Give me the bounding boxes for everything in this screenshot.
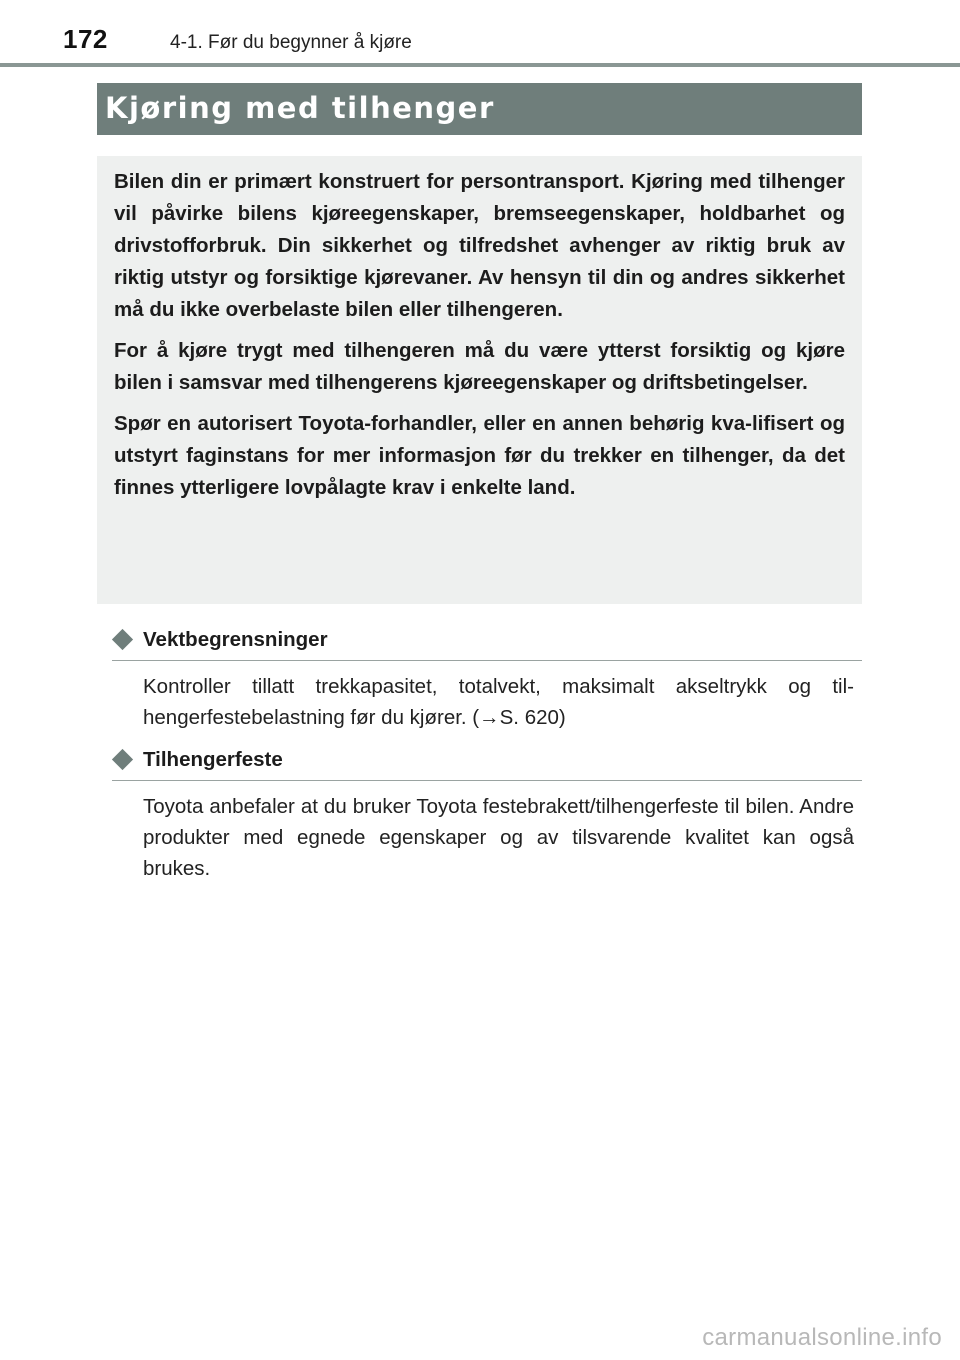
intro-paragraph: For å kjøre trygt med tilhengeren må du være ytterst forsiktig og kjøre bilen i samsvar med tilhengerens kjøreegenskaper og driftsbetingelser. [114, 339, 845, 394]
header-divider [0, 63, 960, 67]
subsection-heading [112, 746, 862, 781]
subsection-body: Kontroller tillatt trekkapasitet, totalvekt, maksimalt akseltrykk og til-hengerfestebelastning før du kjører. (→S. 620) [143, 675, 854, 729]
chapter-section-title: 4-1. Før du begynner å kjøre [170, 32, 412, 53]
footer-watermark: carmanualsonline.info [702, 1324, 942, 1351]
subsection-body: Toyota anbefaler at du bruker Toyota festebrakett/tilhengerfeste til bilen. Andre produkter med egnede egenskaper og av tilsvarende kvalitet kan også brukes. [143, 795, 854, 880]
page-number: 172 [63, 24, 108, 54]
title-banner [97, 83, 862, 135]
diamond-icon [112, 749, 133, 770]
subsection-heading-label: Tilhengerfeste [143, 748, 283, 771]
subsection-heading [112, 626, 862, 661]
intro-paragraph: Spør en autorisert Toyota-forhandler, eller en annen behørig kva-lifisert og utstyrt faginstans for mer informasjon før du trekker en tilhenger, da det finnes ytterligere lovpålagte krav i enkelte land. [114, 412, 845, 499]
subsection-heading-label: Vektbegrensninger [143, 628, 328, 651]
subsection-towbar [112, 746, 862, 884]
diamond-icon [112, 629, 133, 650]
page-header [0, 0, 960, 70]
subsection-weight-limits [112, 626, 862, 733]
intro-box [97, 156, 862, 604]
intro-paragraph: Bilen din er primært konstruert for persontransport. Kjøring med tilhenger vil påvirke bilens kjøreegenskaper, bremseegenskaper, holdbarhet og drivstofforbruk. Din sikkerhet og tilfredshet avhenger av riktig bruk av riktig utstyr og forsiktige kjørevaner. Av hensyn til din og andres sikkerhet må du ikke overbelaste bilen eller tilhengeren. [114, 170, 845, 321]
page-title: Kjøring med tilhenger [105, 91, 495, 125]
